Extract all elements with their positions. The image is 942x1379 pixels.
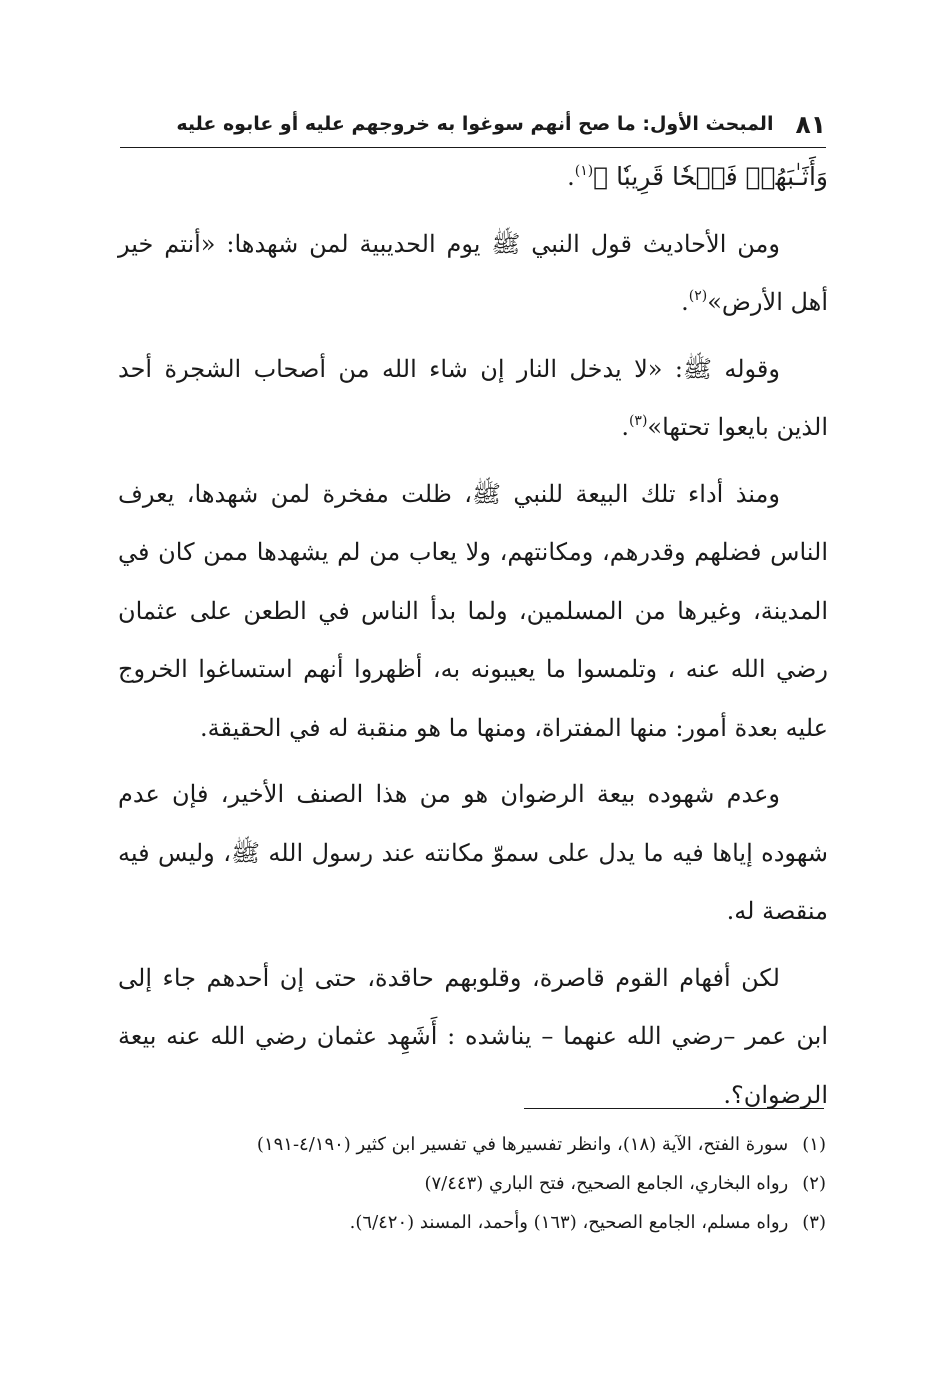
footnote-ref-1: (١) [574, 163, 594, 179]
page-number: ٨١ [795, 109, 826, 139]
footnote-2 [120, 1164, 826, 1203]
footnote-text: سورة الفتح، الآية (١٨)، وانظر تفسيرها في تفسير ابن كثير (٤/١٩٠-١٩١) [256, 1134, 789, 1155]
footnote-ref-2: (٢) [688, 288, 708, 304]
main-text [118, 148, 828, 1124]
paragraph-1-end: . [681, 288, 689, 316]
paragraph-5: لكن أفهام القوم قاصرة، وقلوبهم حاقدة، حتى إن أحدهم جاء إلى ابن عمر –رضي الله عنهما – يناشده : أَشَهِد عثمان رضي الله عنه بيعة الرضوان؟. [118, 963, 828, 1109]
paragraph-2-text: وقوله ﷺ: «لا يدخل النار إن شاء الله من أصحاب الشجرة أحد الذين بايعوا تحتها» [118, 354, 828, 441]
paragraph-2-end: . [621, 413, 629, 441]
page-header [120, 104, 826, 144]
footnote-text: رواه مسلم، الجامع الصحيح، (١٦٣) وأحمد، المسند (٦/٤٢٠). [349, 1212, 789, 1233]
footnote-3 [120, 1203, 826, 1242]
footnote-number: (٢) [802, 1173, 826, 1194]
footnote-number: (٣) [802, 1212, 826, 1233]
footnote-1 [120, 1125, 826, 1164]
verse-line [118, 148, 828, 207]
paragraph-1 [118, 215, 828, 332]
verse-end: . [567, 163, 575, 191]
quran-verse: وَأَثَـٰبَهُمۡ فَتۡحٗا قَرِيبٗا ﴾ [593, 162, 828, 191]
paragraph-3: ومنذ أداء تلك البيعة للنبي ﷺ، ظلت مفخرة لمن شهدها، يعرف الناس فضلهم وقدرهم، ومكانتهم، ولا يعاب من لم يشهدها ممن كان في المدينة، وغيرها من المسلمين، ولما بدأ الناس في الطعن على عثمان رضي الله عنه ، وتلمسوا ما يعيبونه به، أظهروا أنهم استساغوا الخروج عليه بعدة أمور: منها المفتراة، ومنها ما هو منقبة له في الحقيقة. [118, 479, 829, 742]
running-title: المبحث الأول: ما صح أنهم سوغوا به خروجهم عليه أو عابوه عليه [176, 113, 774, 135]
footnote-number: (١) [802, 1134, 826, 1155]
footnote-ref-3: (٣) [628, 413, 648, 429]
paragraph-2 [118, 340, 828, 457]
paragraph-4: وعدم شهوده بيعة الرضوان هو من هذا الصنف الأخير، فإن عدم شهوده إياها فيه ما يدل على سموّ مكانته عند رسول الله ﷺ، وليس فيه منقصة له. [118, 780, 829, 925]
footnote-separator [524, 1108, 824, 1109]
footnotes [120, 1125, 826, 1242]
paragraph-1-text: ومن الأحاديث قول النبي ﷺ يوم الحديبية لمن شهدها: «أنتم خير أهل الأرض» [118, 229, 828, 316]
footnote-text: رواه البخاري، الجامع الصحيح، فتح الباري (٧/٤٤٣) [424, 1173, 789, 1194]
